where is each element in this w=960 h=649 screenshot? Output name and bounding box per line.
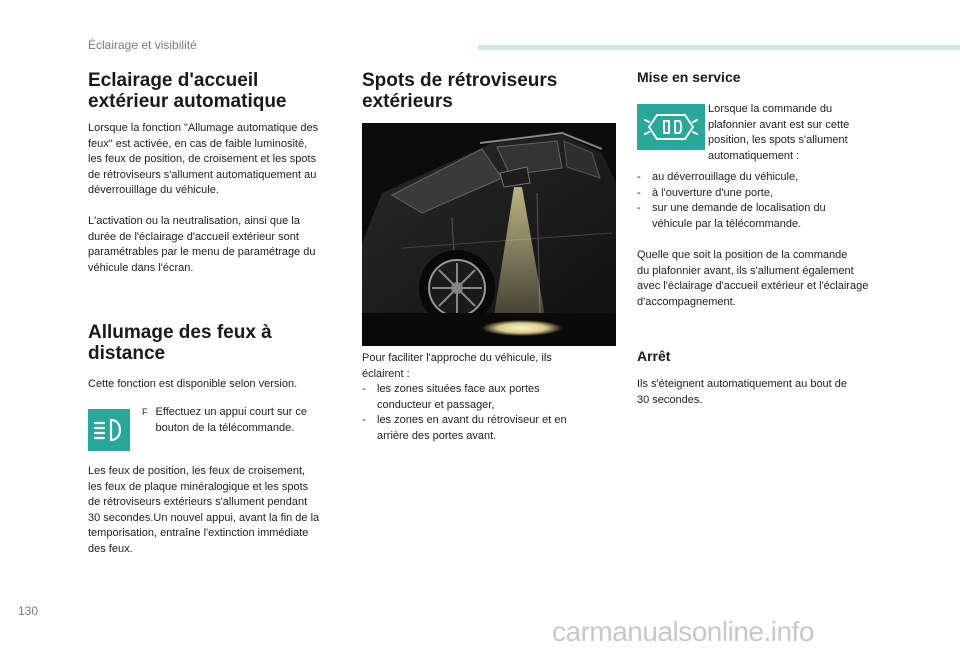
ceiling-light-icon [637, 104, 705, 150]
list-item: - sur une demande de localisation du véhicule par la télécommande. [637, 201, 897, 232]
remote-instruction [142, 405, 342, 436]
section-title-welcome-lighting [88, 70, 358, 112]
section-title-activation: Mise en service [637, 69, 741, 85]
ceiling-light-description: Lorsque la commande du plafonnier avant est sur cette position, les spots s'allument automatiquement : [708, 103, 850, 162]
page-number: 130 [18, 604, 39, 618]
title-line: distance [88, 343, 166, 364]
welcome-lighting-settings-paragraph: L'activation ou la neutralisation, ainsi que la durée de l'éclairage d'accueil extérieur sont paramétrables par le menu de paramétrage du véhicule dans l'écran. [88, 215, 316, 274]
list-item: - à l'ouverture d'une porte, [637, 186, 897, 202]
title-line: Spots de rétroviseurs [362, 70, 558, 91]
title-line: extérieurs [362, 91, 453, 112]
title-line: extérieur automatique [88, 91, 287, 112]
section-title-stop: Arrêt [637, 348, 671, 364]
activation-paragraph: Quelle que soit la position de la commande du plafonnier avant, ils s'allument également avec l'éclairage d'accueil extérieur et l'éclairage d'accompagnement. [637, 249, 869, 308]
headlamp-icon [88, 409, 130, 451]
list-item: - au déverrouillage du véhicule, [637, 170, 897, 186]
pointer-glyph: F [142, 407, 148, 417]
list-item: - les zones situées face aux portes conducteur et passager, [362, 382, 622, 413]
stop-paragraph: Ils s'éteignent automatiquement au bout de 30 secondes. [637, 378, 848, 406]
remote-lighting-paragraph: Les feux de position, les feux de croisement, les feux de plaque minéralogique et les spots de rétroviseurs extérieurs s'allument pendant 30 secondes.Un nouvel appui, avant la fin de la temporisation, entraîne l'extinction immédiate des feux. [88, 465, 320, 555]
mirror-spots-list [362, 382, 622, 444]
activation-conditions-list [637, 170, 897, 232]
running-header: Éclairage et visibilité [88, 38, 197, 52]
section-title-remote-lighting [88, 322, 358, 364]
availability-note: Cette fonction est disponible selon version. [88, 378, 298, 390]
mirror-spots-intro: Pour faciliter l'approche du véhicule, ils éclairent : [362, 352, 552, 380]
section-title-mirror-spots [362, 70, 622, 112]
title-line: Allumage des feux à [88, 322, 272, 343]
watermark: carmanualsonline.info [552, 616, 814, 647]
list-item: - les zones en avant du rétroviseur et en arrière des portes avant. [362, 413, 622, 444]
welcome-lighting-paragraph: Lorsque la fonction "Allumage automatique des feux" est activée, en cas de faible luminosité, les feux de position, de croisement et les spots de rétroviseurs s'allument automatiquement au déverrouillage du véhicule. [88, 122, 319, 197]
title-line: Eclairage d'accueil [88, 70, 259, 91]
instruction-text: Effectuez un appui court sur ce bouton de la télécommande. [155, 406, 307, 434]
car-mirror-spotlight-photo [362, 123, 616, 346]
header-accent-bar [478, 45, 960, 50]
